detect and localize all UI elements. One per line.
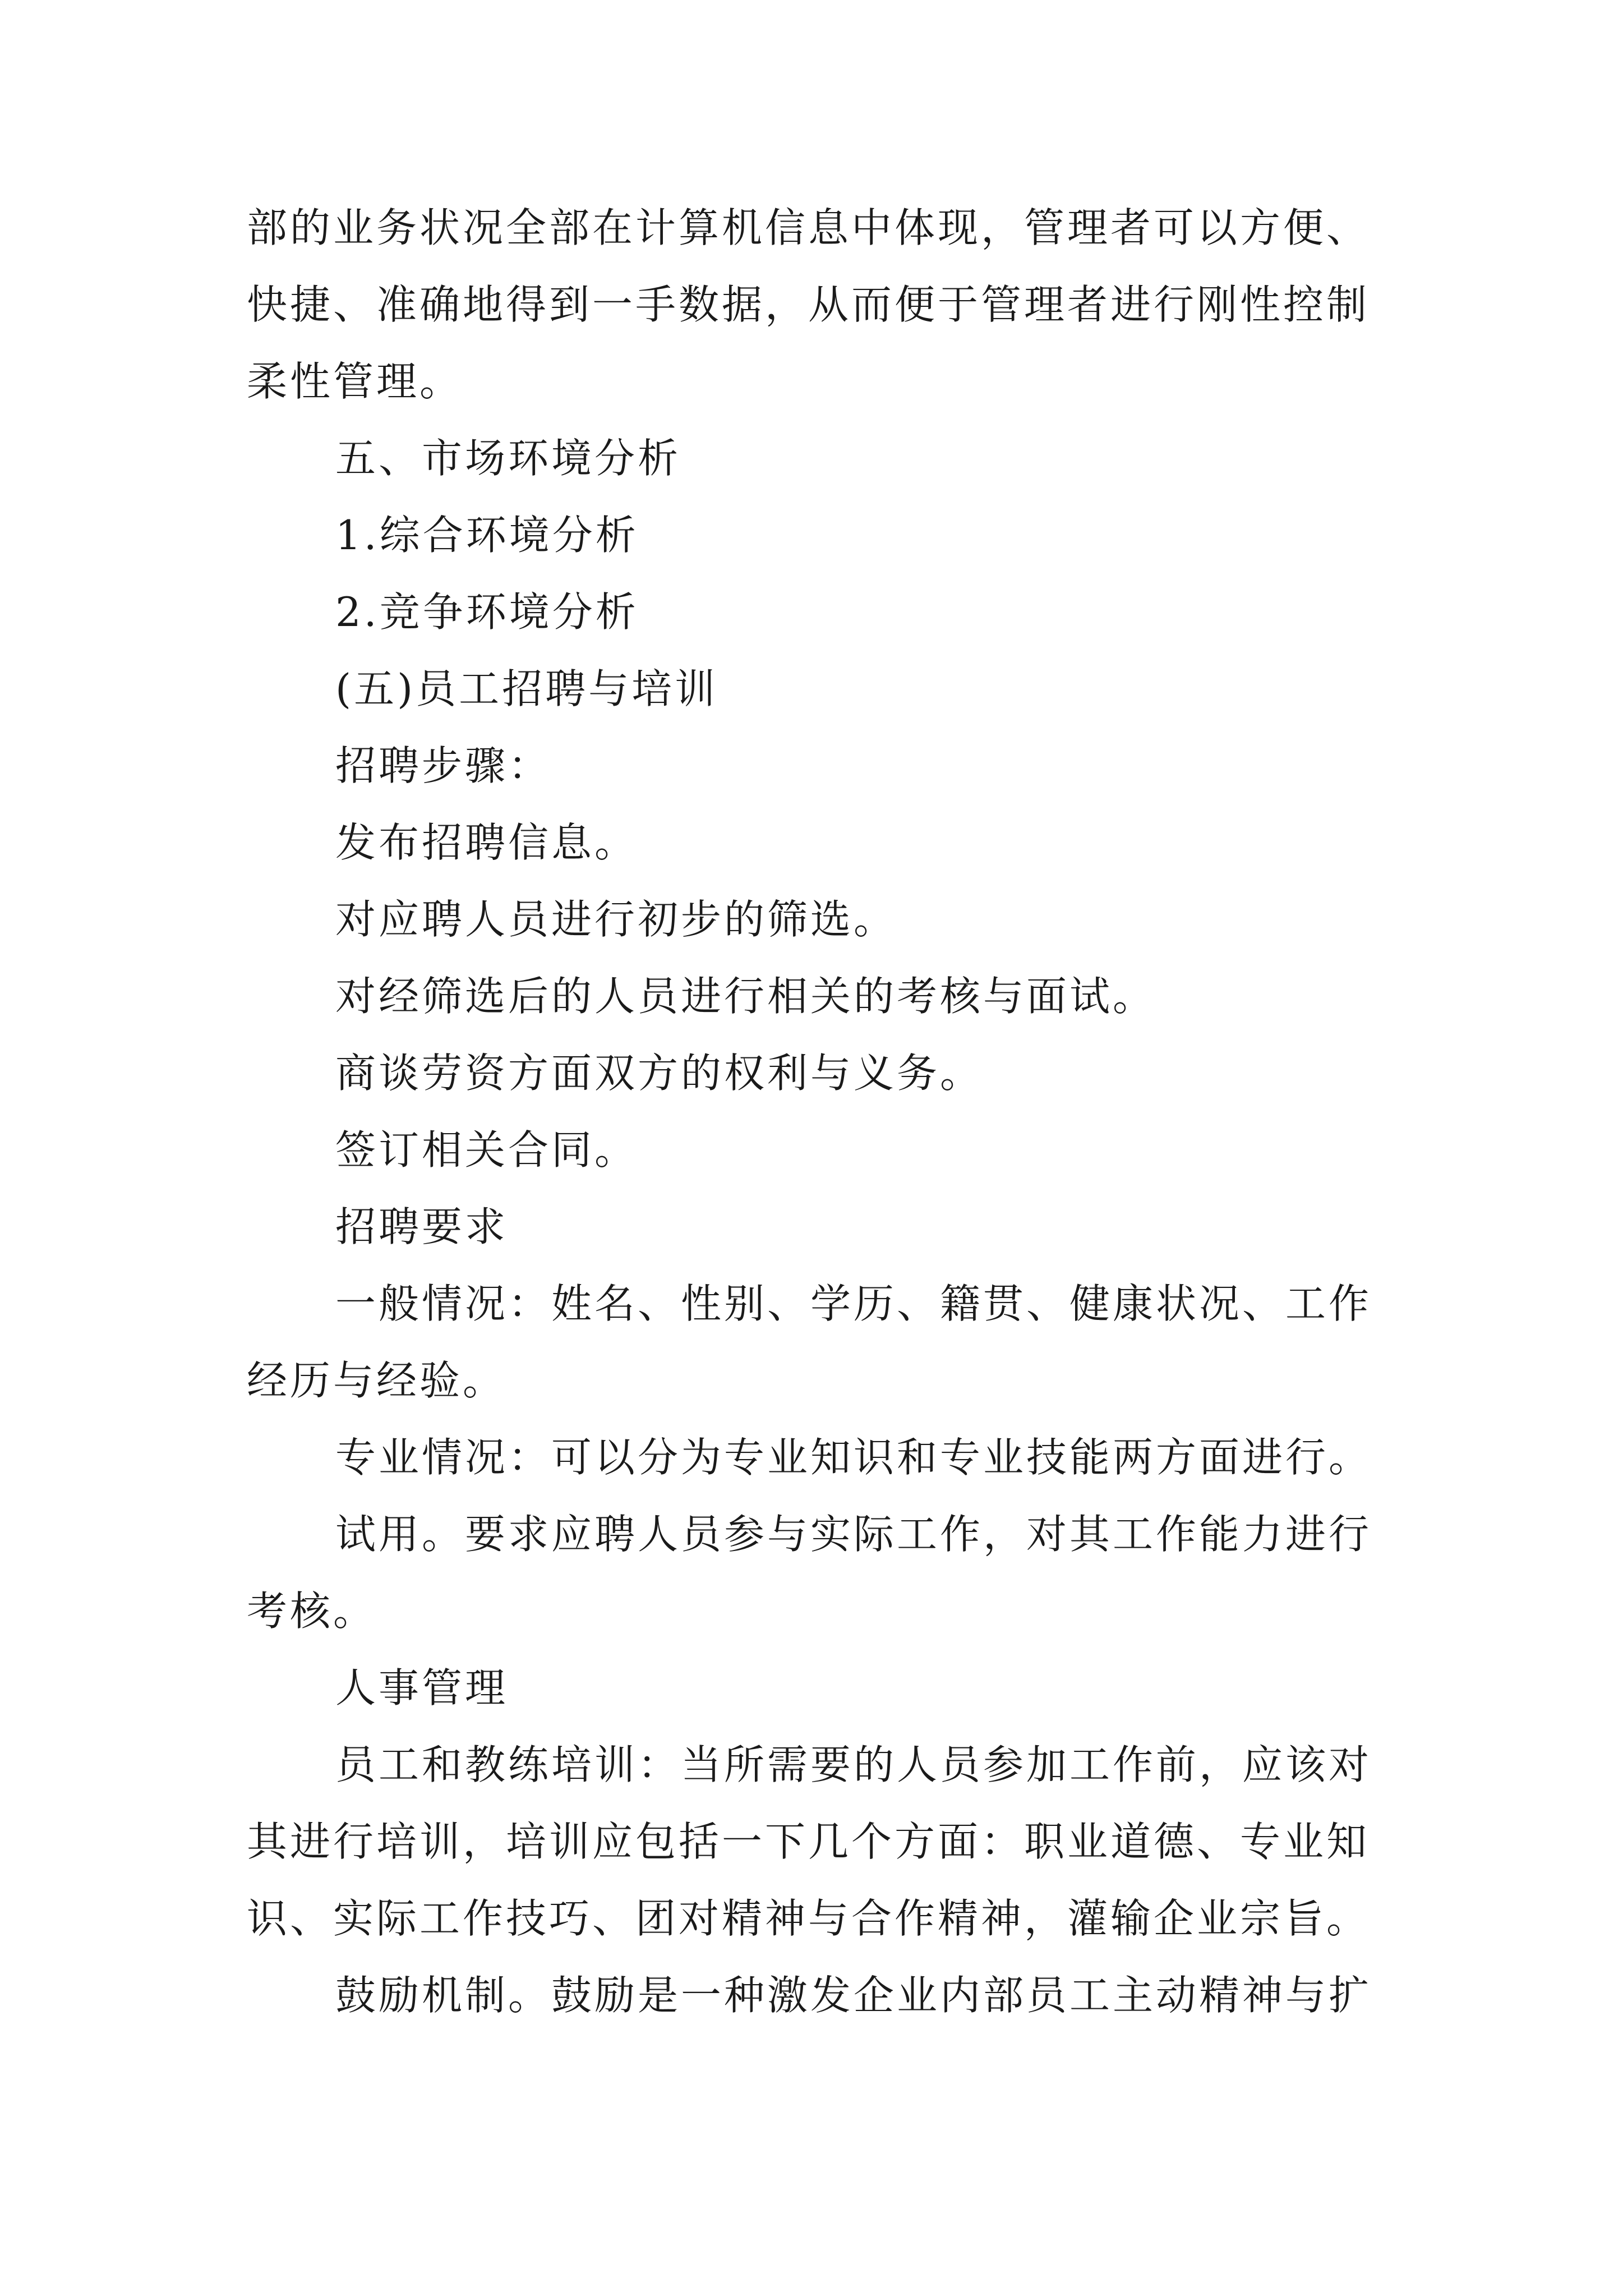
body-line: 签订相关合同。 — [335, 1126, 638, 1174]
body-line: 经历与经验。 — [247, 1357, 506, 1404]
subsection-heading: 2.竞争环境分析 — [335, 588, 639, 636]
body-line: 商谈劳资方面双方的权利与义务。 — [335, 1050, 984, 1097]
body-line: 柔性管理。 — [247, 358, 463, 405]
body-line: 识、实际工作技巧、团对精神与合作精神，灌输企业宗旨。 — [247, 1895, 1370, 1942]
body-line: 部的业务状况全部在计算机信息中体现，管理者可以方便、 — [247, 204, 1370, 251]
body-line: 鼓励机制。鼓励是一种激发企业内部员工主动精神与扩 — [335, 1972, 1372, 2019]
section-heading: (五)员工招聘与培训 — [335, 665, 718, 712]
body-line: 考核。 — [247, 1588, 377, 1635]
body-line: 对应聘人员进行初步的筛选。 — [335, 896, 897, 943]
body-line: 试用。要求应聘人员参与实际工作，对其工作能力进行 — [335, 1511, 1372, 1558]
body-line: 专业情况：可以分为专业知识和专业技能两方面进行。 — [335, 1434, 1372, 1481]
subsection-heading: 1.综合环境分析 — [335, 512, 639, 559]
body-line: 快捷、准确地得到一手数据，从而便于管理者进行刚性控制 — [247, 281, 1370, 328]
body-line: 招聘要求 — [335, 1203, 509, 1250]
body-line: 一般情况：姓名、性别、学历、籍贯、健康状况、工作 — [335, 1280, 1372, 1327]
body-line: 其进行培训，培训应包括一下几个方面：职业道德、专业知 — [247, 1818, 1370, 1865]
body-line: 员工和教练培训：当所需要的人员参加工作前，应该对 — [335, 1741, 1372, 1788]
body-line: 人事管理 — [335, 1664, 509, 1711]
section-heading: 五、市场环境分析 — [335, 435, 681, 482]
body-line: 招聘步骤： — [335, 742, 552, 789]
body-line: 对经筛选后的人员进行相关的考核与面试。 — [335, 973, 1156, 1020]
body-line: 发布招聘信息。 — [335, 819, 638, 866]
